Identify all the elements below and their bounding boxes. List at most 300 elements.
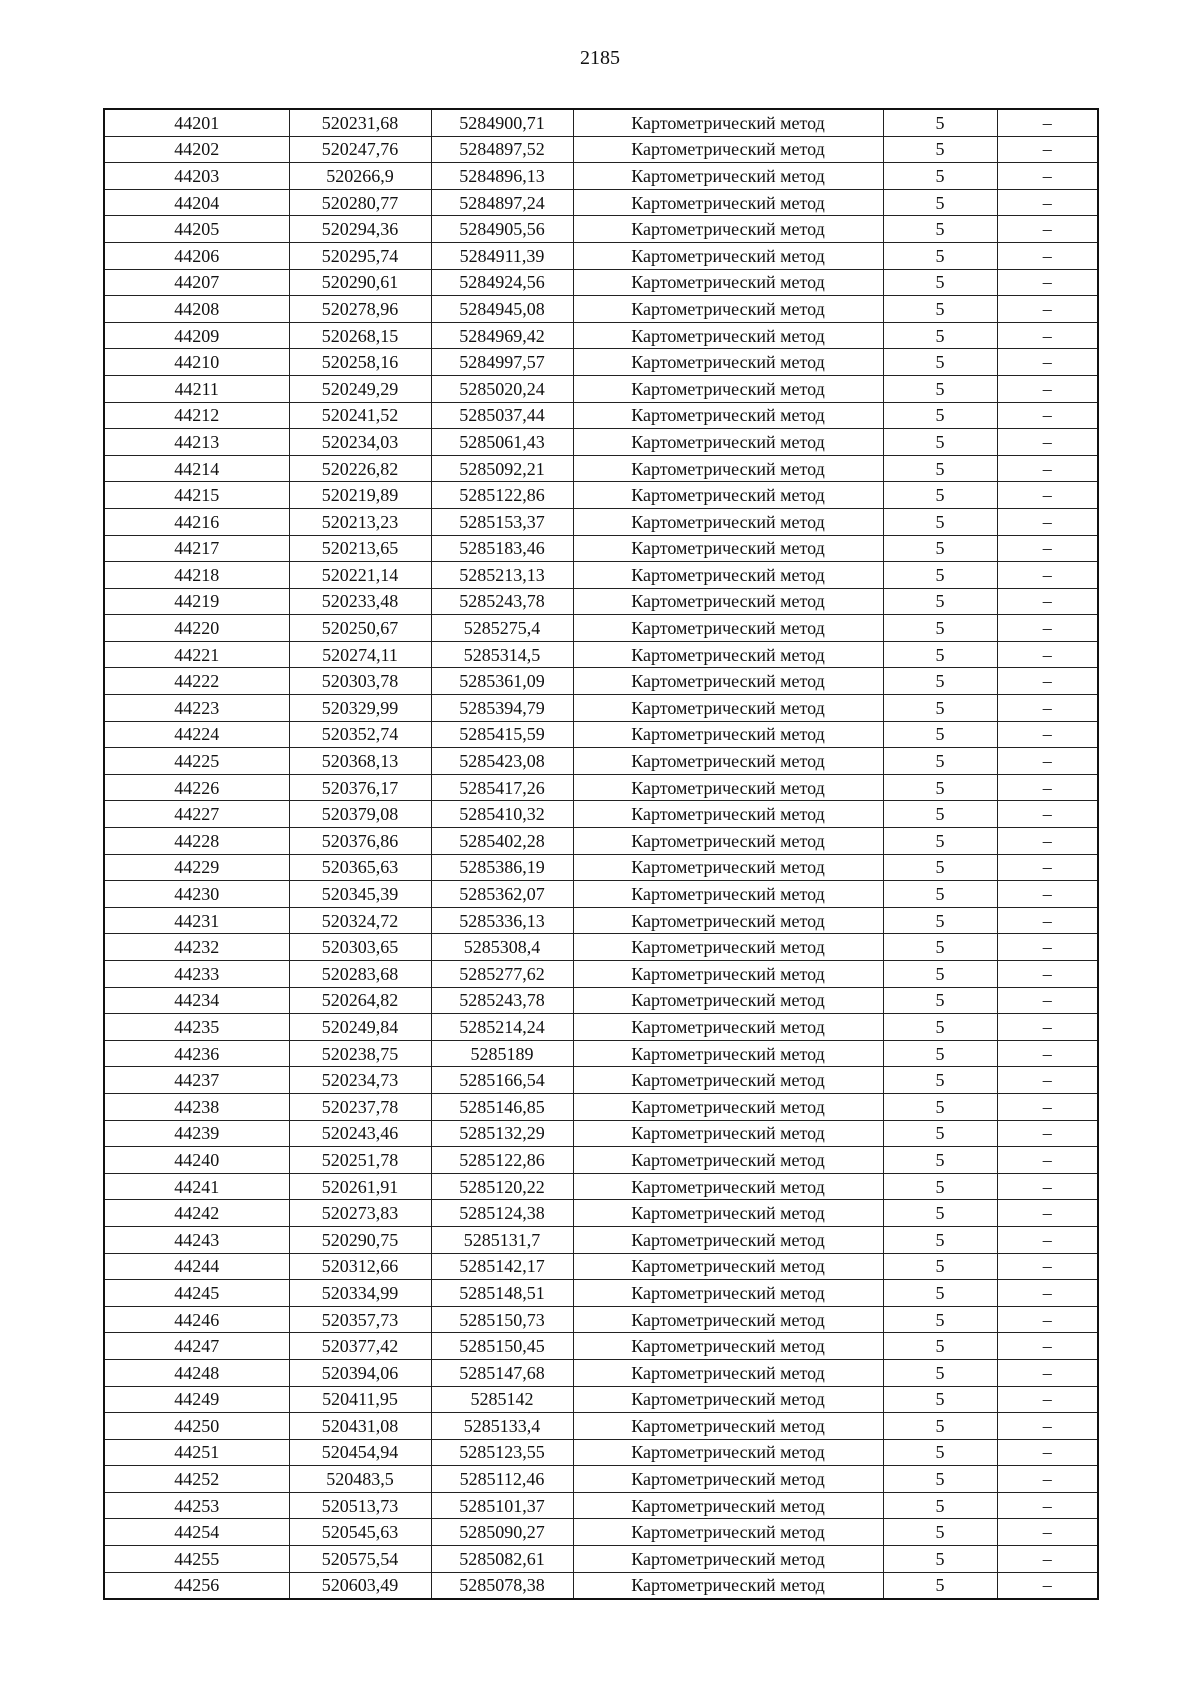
table-row xyxy=(104,402,1098,429)
point-number-cell: 44237 xyxy=(104,1067,289,1094)
accuracy-cell: 5 xyxy=(883,322,997,349)
note-cell: – xyxy=(997,1519,1098,1546)
x-coordinate-cell: 520379,08 xyxy=(289,801,431,828)
table-row xyxy=(104,1014,1098,1041)
y-coordinate-cell: 5285423,08 xyxy=(431,748,573,775)
point-number-cell: 44235 xyxy=(104,1014,289,1041)
method-cell: Картометрический метод xyxy=(573,1572,883,1599)
x-coordinate-cell: 520334,99 xyxy=(289,1280,431,1307)
method-cell: Картометрический метод xyxy=(573,907,883,934)
note-cell: – xyxy=(997,1306,1098,1333)
accuracy-cell: 5 xyxy=(883,455,997,482)
x-coordinate-cell: 520290,61 xyxy=(289,269,431,296)
point-number-cell: 44228 xyxy=(104,828,289,855)
point-number-cell: 44242 xyxy=(104,1200,289,1227)
point-number-cell: 44231 xyxy=(104,907,289,934)
point-number-cell: 44250 xyxy=(104,1413,289,1440)
point-number-cell: 44249 xyxy=(104,1386,289,1413)
x-coordinate-cell: 520345,39 xyxy=(289,881,431,908)
y-coordinate-cell: 5285131,7 xyxy=(431,1226,573,1253)
point-number-cell: 44246 xyxy=(104,1306,289,1333)
x-coordinate-cell: 520431,08 xyxy=(289,1413,431,1440)
point-number-cell: 44252 xyxy=(104,1466,289,1493)
note-cell: – xyxy=(997,695,1098,722)
x-coordinate-cell: 520376,17 xyxy=(289,774,431,801)
method-cell: Картометрический метод xyxy=(573,1067,883,1094)
accuracy-cell: 5 xyxy=(883,907,997,934)
point-number-cell: 44207 xyxy=(104,269,289,296)
accuracy-cell: 5 xyxy=(883,881,997,908)
table-row xyxy=(104,1413,1098,1440)
method-cell: Картометрический метод xyxy=(573,296,883,323)
y-coordinate-cell: 5284897,52 xyxy=(431,136,573,163)
table-row xyxy=(104,1492,1098,1519)
accuracy-cell: 5 xyxy=(883,1306,997,1333)
x-coordinate-cell: 520250,67 xyxy=(289,615,431,642)
note-cell: – xyxy=(997,854,1098,881)
accuracy-cell: 5 xyxy=(883,269,997,296)
note-cell: – xyxy=(997,748,1098,775)
note-cell: – xyxy=(997,1253,1098,1280)
x-coordinate-cell: 520249,29 xyxy=(289,375,431,402)
table-row xyxy=(104,1093,1098,1120)
accuracy-cell: 5 xyxy=(883,1492,997,1519)
note-cell: – xyxy=(997,136,1098,163)
table-row xyxy=(104,109,1098,136)
method-cell: Картометрический метод xyxy=(573,987,883,1014)
note-cell: – xyxy=(997,828,1098,855)
method-cell: Картометрический метод xyxy=(573,1386,883,1413)
method-cell: Картометрический метод xyxy=(573,1359,883,1386)
accuracy-cell: 5 xyxy=(883,1120,997,1147)
table-row xyxy=(104,828,1098,855)
accuracy-cell: 5 xyxy=(883,1147,997,1174)
x-coordinate-cell: 520219,89 xyxy=(289,482,431,509)
method-cell: Картометрический метод xyxy=(573,721,883,748)
table-row xyxy=(104,242,1098,269)
point-number-cell: 44239 xyxy=(104,1120,289,1147)
table-row xyxy=(104,349,1098,376)
y-coordinate-cell: 5285146,85 xyxy=(431,1093,573,1120)
x-coordinate-cell: 520411,95 xyxy=(289,1386,431,1413)
accuracy-cell: 5 xyxy=(883,216,997,243)
note-cell: – xyxy=(997,1040,1098,1067)
point-number-cell: 44229 xyxy=(104,854,289,881)
point-number-cell: 44202 xyxy=(104,136,289,163)
table-row xyxy=(104,1439,1098,1466)
point-number-cell: 44254 xyxy=(104,1519,289,1546)
y-coordinate-cell: 5285417,26 xyxy=(431,774,573,801)
method-cell: Картометрический метод xyxy=(573,695,883,722)
table-row xyxy=(104,562,1098,589)
table-row xyxy=(104,216,1098,243)
accuracy-cell: 5 xyxy=(883,1014,997,1041)
accuracy-cell: 5 xyxy=(883,375,997,402)
table-row xyxy=(104,801,1098,828)
y-coordinate-cell: 5284911,39 xyxy=(431,242,573,269)
table-row xyxy=(104,1306,1098,1333)
method-cell: Картометрический метод xyxy=(573,1466,883,1493)
note-cell: – xyxy=(997,1280,1098,1307)
accuracy-cell: 5 xyxy=(883,1519,997,1546)
point-number-cell: 44219 xyxy=(104,588,289,615)
point-number-cell: 44212 xyxy=(104,402,289,429)
accuracy-cell: 5 xyxy=(883,1333,997,1360)
point-number-cell: 44243 xyxy=(104,1226,289,1253)
y-coordinate-cell: 5285037,44 xyxy=(431,402,573,429)
y-coordinate-cell: 5285123,55 xyxy=(431,1439,573,1466)
x-coordinate-cell: 520247,76 xyxy=(289,136,431,163)
y-coordinate-cell: 5285361,09 xyxy=(431,668,573,695)
y-coordinate-cell: 5285148,51 xyxy=(431,1280,573,1307)
accuracy-cell: 5 xyxy=(883,695,997,722)
method-cell: Картометрический метод xyxy=(573,269,883,296)
x-coordinate-cell: 520365,63 xyxy=(289,854,431,881)
x-coordinate-cell: 520243,46 xyxy=(289,1120,431,1147)
table-row xyxy=(104,455,1098,482)
note-cell: – xyxy=(997,668,1098,695)
note-cell: – xyxy=(997,562,1098,589)
accuracy-cell: 5 xyxy=(883,136,997,163)
table-row xyxy=(104,375,1098,402)
x-coordinate-cell: 520238,75 xyxy=(289,1040,431,1067)
point-number-cell: 44247 xyxy=(104,1333,289,1360)
x-coordinate-cell: 520226,82 xyxy=(289,455,431,482)
table-row xyxy=(104,1359,1098,1386)
point-number-cell: 44251 xyxy=(104,1439,289,1466)
method-cell: Картометрический метод xyxy=(573,1147,883,1174)
y-coordinate-cell: 5285124,38 xyxy=(431,1200,573,1227)
table-row xyxy=(104,163,1098,190)
method-cell: Картометрический метод xyxy=(573,189,883,216)
y-coordinate-cell: 5284997,57 xyxy=(431,349,573,376)
point-number-cell: 44245 xyxy=(104,1280,289,1307)
accuracy-cell: 5 xyxy=(883,1359,997,1386)
note-cell: – xyxy=(997,961,1098,988)
y-coordinate-cell: 5285020,24 xyxy=(431,375,573,402)
y-coordinate-cell: 5285120,22 xyxy=(431,1173,573,1200)
point-number-cell: 44206 xyxy=(104,242,289,269)
note-cell: – xyxy=(997,189,1098,216)
point-number-cell: 44238 xyxy=(104,1093,289,1120)
x-coordinate-cell: 520294,36 xyxy=(289,216,431,243)
method-cell: Картометрический метод xyxy=(573,854,883,881)
method-cell: Картометрический метод xyxy=(573,455,883,482)
method-cell: Картометрический метод xyxy=(573,1413,883,1440)
y-coordinate-cell: 5285183,46 xyxy=(431,535,573,562)
y-coordinate-cell: 5284896,13 xyxy=(431,163,573,190)
x-coordinate-cell: 520268,15 xyxy=(289,322,431,349)
method-cell: Картометрический метод xyxy=(573,1040,883,1067)
note-cell: – xyxy=(997,934,1098,961)
table-row xyxy=(104,1226,1098,1253)
table-row xyxy=(104,641,1098,668)
method-cell: Картометрический метод xyxy=(573,109,883,136)
point-number-cell: 44213 xyxy=(104,429,289,456)
table-row xyxy=(104,1546,1098,1573)
y-coordinate-cell: 5285078,38 xyxy=(431,1572,573,1599)
point-number-cell: 44244 xyxy=(104,1253,289,1280)
accuracy-cell: 5 xyxy=(883,429,997,456)
y-coordinate-cell: 5285275,4 xyxy=(431,615,573,642)
note-cell: – xyxy=(997,1014,1098,1041)
note-cell: – xyxy=(997,535,1098,562)
point-number-cell: 44227 xyxy=(104,801,289,828)
x-coordinate-cell: 520261,91 xyxy=(289,1173,431,1200)
table-row xyxy=(104,907,1098,934)
y-coordinate-cell: 5285082,61 xyxy=(431,1546,573,1573)
point-number-cell: 44226 xyxy=(104,774,289,801)
point-number-cell: 44216 xyxy=(104,508,289,535)
x-coordinate-cell: 520283,68 xyxy=(289,961,431,988)
table-row xyxy=(104,535,1098,562)
method-cell: Картометрический метод xyxy=(573,349,883,376)
note-cell: – xyxy=(997,482,1098,509)
note-cell: – xyxy=(997,615,1098,642)
accuracy-cell: 5 xyxy=(883,296,997,323)
accuracy-cell: 5 xyxy=(883,1546,997,1573)
accuracy-cell: 5 xyxy=(883,721,997,748)
table-row xyxy=(104,1572,1098,1599)
note-cell: – xyxy=(997,1093,1098,1120)
x-coordinate-cell: 520513,73 xyxy=(289,1492,431,1519)
method-cell: Картометрический метод xyxy=(573,588,883,615)
table-row xyxy=(104,1333,1098,1360)
accuracy-cell: 5 xyxy=(883,562,997,589)
table-row xyxy=(104,482,1098,509)
y-coordinate-cell: 5285133,4 xyxy=(431,1413,573,1440)
method-cell: Картометрический метод xyxy=(573,1333,883,1360)
table-row xyxy=(104,508,1098,535)
table-row xyxy=(104,1173,1098,1200)
method-cell: Картометрический метод xyxy=(573,615,883,642)
y-coordinate-cell: 5285142,17 xyxy=(431,1253,573,1280)
table-row xyxy=(104,1147,1098,1174)
accuracy-cell: 5 xyxy=(883,109,997,136)
accuracy-cell: 5 xyxy=(883,1572,997,1599)
note-cell: – xyxy=(997,1120,1098,1147)
note-cell: – xyxy=(997,296,1098,323)
method-cell: Картометрический метод xyxy=(573,1439,883,1466)
x-coordinate-cell: 520274,11 xyxy=(289,641,431,668)
table-row xyxy=(104,1280,1098,1307)
note-cell: – xyxy=(997,1386,1098,1413)
table-row xyxy=(104,854,1098,881)
table-row xyxy=(104,934,1098,961)
method-cell: Картометрический метод xyxy=(573,1014,883,1041)
method-cell: Картометрический метод xyxy=(573,801,883,828)
method-cell: Картометрический метод xyxy=(573,482,883,509)
point-number-cell: 44234 xyxy=(104,987,289,1014)
method-cell: Картометрический метод xyxy=(573,163,883,190)
y-coordinate-cell: 5285122,86 xyxy=(431,482,573,509)
point-number-cell: 44240 xyxy=(104,1147,289,1174)
x-coordinate-cell: 520280,77 xyxy=(289,189,431,216)
x-coordinate-cell: 520376,86 xyxy=(289,828,431,855)
note-cell: – xyxy=(997,375,1098,402)
x-coordinate-cell: 520295,74 xyxy=(289,242,431,269)
x-coordinate-cell: 520233,48 xyxy=(289,588,431,615)
y-coordinate-cell: 5285150,73 xyxy=(431,1306,573,1333)
point-number-cell: 44205 xyxy=(104,216,289,243)
table-row xyxy=(104,774,1098,801)
y-coordinate-cell: 5284945,08 xyxy=(431,296,573,323)
coordinates-table xyxy=(103,108,1099,1600)
point-number-cell: 44255 xyxy=(104,1546,289,1573)
y-coordinate-cell: 5285415,59 xyxy=(431,721,573,748)
note-cell: – xyxy=(997,641,1098,668)
note-cell: – xyxy=(997,1466,1098,1493)
accuracy-cell: 5 xyxy=(883,1067,997,1094)
x-coordinate-cell: 520290,75 xyxy=(289,1226,431,1253)
method-cell: Картометрический метод xyxy=(573,828,883,855)
accuracy-cell: 5 xyxy=(883,508,997,535)
x-coordinate-cell: 520483,5 xyxy=(289,1466,431,1493)
table-row xyxy=(104,721,1098,748)
table-row xyxy=(104,1067,1098,1094)
x-coordinate-cell: 520352,74 xyxy=(289,721,431,748)
y-coordinate-cell: 5284924,56 xyxy=(431,269,573,296)
y-coordinate-cell: 5285386,19 xyxy=(431,854,573,881)
note-cell: – xyxy=(997,322,1098,349)
accuracy-cell: 5 xyxy=(883,1439,997,1466)
method-cell: Картометрический метод xyxy=(573,1519,883,1546)
table-row xyxy=(104,695,1098,722)
method-cell: Картометрический метод xyxy=(573,562,883,589)
x-coordinate-cell: 520234,03 xyxy=(289,429,431,456)
method-cell: Картометрический метод xyxy=(573,1492,883,1519)
x-coordinate-cell: 520324,72 xyxy=(289,907,431,934)
x-coordinate-cell: 520394,06 xyxy=(289,1359,431,1386)
method-cell: Картометрический метод xyxy=(573,508,883,535)
y-coordinate-cell: 5285101,37 xyxy=(431,1492,573,1519)
method-cell: Картометрический метод xyxy=(573,668,883,695)
method-cell: Картометрический метод xyxy=(573,1173,883,1200)
note-cell: – xyxy=(997,508,1098,535)
accuracy-cell: 5 xyxy=(883,1386,997,1413)
accuracy-cell: 5 xyxy=(883,987,997,1014)
accuracy-cell: 5 xyxy=(883,801,997,828)
x-coordinate-cell: 520454,94 xyxy=(289,1439,431,1466)
y-coordinate-cell: 5285061,43 xyxy=(431,429,573,456)
x-coordinate-cell: 520357,73 xyxy=(289,1306,431,1333)
note-cell: – xyxy=(997,109,1098,136)
method-cell: Картометрический метод xyxy=(573,429,883,456)
table-row xyxy=(104,961,1098,988)
note-cell: – xyxy=(997,907,1098,934)
method-cell: Картометрический метод xyxy=(573,1306,883,1333)
point-number-cell: 44224 xyxy=(104,721,289,748)
method-cell: Картометрический метод xyxy=(573,535,883,562)
point-number-cell: 44218 xyxy=(104,562,289,589)
point-number-cell: 44253 xyxy=(104,1492,289,1519)
accuracy-cell: 5 xyxy=(883,774,997,801)
method-cell: Картометрический метод xyxy=(573,322,883,349)
y-coordinate-cell: 5285336,13 xyxy=(431,907,573,934)
y-coordinate-cell: 5284905,56 xyxy=(431,216,573,243)
x-coordinate-cell: 520266,9 xyxy=(289,163,431,190)
x-coordinate-cell: 520368,13 xyxy=(289,748,431,775)
x-coordinate-cell: 520278,96 xyxy=(289,296,431,323)
accuracy-cell: 5 xyxy=(883,668,997,695)
point-number-cell: 44241 xyxy=(104,1173,289,1200)
method-cell: Картометрический метод xyxy=(573,934,883,961)
accuracy-cell: 5 xyxy=(883,1173,997,1200)
point-number-cell: 44232 xyxy=(104,934,289,961)
y-coordinate-cell: 5285410,32 xyxy=(431,801,573,828)
note-cell: – xyxy=(997,721,1098,748)
accuracy-cell: 5 xyxy=(883,163,997,190)
table-row xyxy=(104,588,1098,615)
x-coordinate-cell: 520329,99 xyxy=(289,695,431,722)
point-number-cell: 44209 xyxy=(104,322,289,349)
x-coordinate-cell: 520241,52 xyxy=(289,402,431,429)
point-number-cell: 44215 xyxy=(104,482,289,509)
accuracy-cell: 5 xyxy=(883,535,997,562)
note-cell: – xyxy=(997,1492,1098,1519)
accuracy-cell: 5 xyxy=(883,748,997,775)
note-cell: – xyxy=(997,216,1098,243)
table-row xyxy=(104,189,1098,216)
accuracy-cell: 5 xyxy=(883,482,997,509)
note-cell: – xyxy=(997,588,1098,615)
method-cell: Картометрический метод xyxy=(573,375,883,402)
point-number-cell: 44222 xyxy=(104,668,289,695)
note-cell: – xyxy=(997,1147,1098,1174)
y-coordinate-cell: 5285243,78 xyxy=(431,588,573,615)
page-number: 2185 xyxy=(580,47,620,69)
y-coordinate-cell: 5285362,07 xyxy=(431,881,573,908)
table-row xyxy=(104,668,1098,695)
accuracy-cell: 5 xyxy=(883,349,997,376)
point-number-cell: 44233 xyxy=(104,961,289,988)
y-coordinate-cell: 5285147,68 xyxy=(431,1359,573,1386)
note-cell: – xyxy=(997,801,1098,828)
point-number-cell: 44214 xyxy=(104,455,289,482)
note-cell: – xyxy=(997,1413,1098,1440)
method-cell: Картометрический метод xyxy=(573,748,883,775)
y-coordinate-cell: 5285142 xyxy=(431,1386,573,1413)
point-number-cell: 44210 xyxy=(104,349,289,376)
method-cell: Картометрический метод xyxy=(573,1546,883,1573)
y-coordinate-cell: 5285150,45 xyxy=(431,1333,573,1360)
table-row xyxy=(104,1120,1098,1147)
accuracy-cell: 5 xyxy=(883,615,997,642)
note-cell: – xyxy=(997,1333,1098,1360)
table-row xyxy=(104,881,1098,908)
note-cell: – xyxy=(997,429,1098,456)
note-cell: – xyxy=(997,1439,1098,1466)
y-coordinate-cell: 5285277,62 xyxy=(431,961,573,988)
point-number-cell: 44201 xyxy=(104,109,289,136)
accuracy-cell: 5 xyxy=(883,588,997,615)
table-row xyxy=(104,269,1098,296)
method-cell: Картометрический метод xyxy=(573,961,883,988)
table-row xyxy=(104,1040,1098,1067)
x-coordinate-cell: 520213,65 xyxy=(289,535,431,562)
table-row xyxy=(104,1519,1098,1546)
coordinates-table-body xyxy=(104,109,1098,1599)
accuracy-cell: 5 xyxy=(883,1093,997,1120)
point-number-cell: 44220 xyxy=(104,615,289,642)
accuracy-cell: 5 xyxy=(883,1226,997,1253)
method-cell: Картометрический метод xyxy=(573,881,883,908)
x-coordinate-cell: 520251,78 xyxy=(289,1147,431,1174)
accuracy-cell: 5 xyxy=(883,934,997,961)
y-coordinate-cell: 5285394,79 xyxy=(431,695,573,722)
y-coordinate-cell: 5284897,24 xyxy=(431,189,573,216)
point-number-cell: 44223 xyxy=(104,695,289,722)
